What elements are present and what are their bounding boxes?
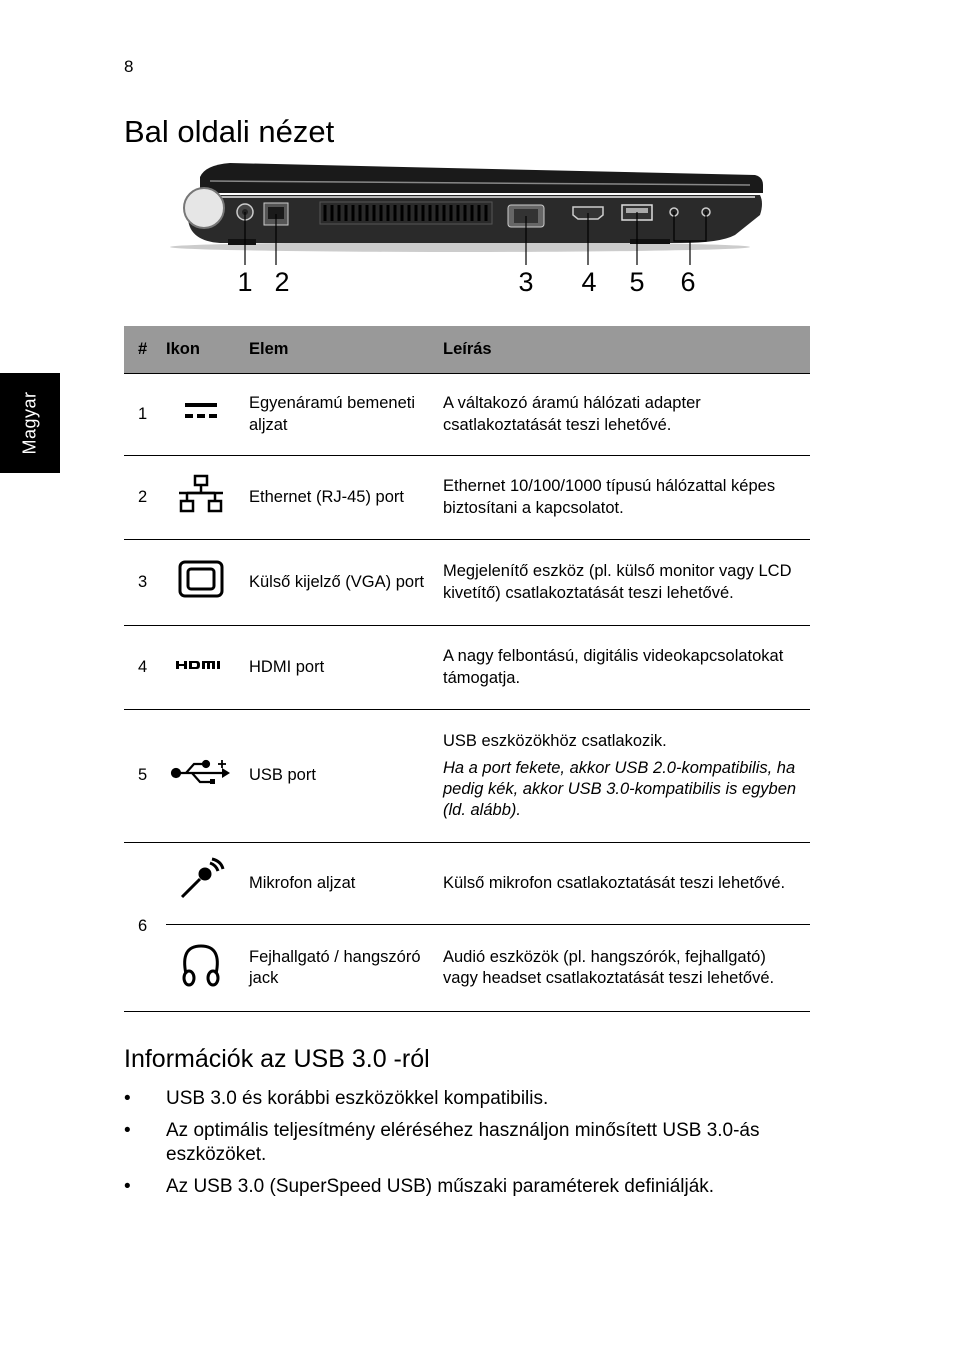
ethernet-icon (177, 474, 225, 514)
table-row (124, 456, 810, 540)
row-description: A nagy felbontású, digitális videokapcsolatokat támogatja. (429, 626, 810, 710)
row-element: Fejhallgató / hangszóró jack (235, 925, 429, 1012)
port-table (124, 326, 810, 1012)
table-row (124, 710, 810, 843)
table-row (124, 374, 810, 456)
table-header-row (124, 326, 810, 374)
row-description: Megjelenítő eszköz (pl. külső monitor vagy LCD kivetítő) csatlakoztatását teszi lehetővé. (429, 540, 810, 626)
callout-number: 3 (518, 267, 534, 297)
list-item: • Az optimális teljesítmény eléréséhez használjon minősített USB 3.0-ás eszközöket. (124, 1119, 814, 1168)
microphone-icon (176, 857, 226, 903)
row-element: Külső kijelző (VGA) port (235, 540, 429, 626)
row-element: Mikrofon aljzat (235, 843, 429, 925)
row-number: 1 (124, 374, 166, 456)
row-note: Ha a port fekete, akkor USB 2.0-kompatibilis, ha pedig kék, akkor USB 3.0-kompatibilis is egyben (ld. alább). (443, 758, 797, 820)
language-side-tab (0, 373, 60, 473)
table-row (124, 843, 810, 925)
section-heading: Információk az USB 3.0 -ról (124, 1045, 430, 1073)
row-number: 5 (124, 710, 166, 843)
row-element: USB port (235, 710, 429, 843)
vga-icon (177, 559, 225, 599)
row-number: 6 (124, 843, 166, 1012)
table-row (124, 925, 810, 1012)
row-description: Audió eszközök (pl. hangszórók, fejhallgató) vagy headset csatlakoztatását teszi lehetővé. (429, 925, 810, 1012)
callout-number: 6 (680, 267, 696, 297)
dc-power-icon (181, 399, 221, 423)
header-desc: Leírás (429, 326, 810, 374)
list-item: • USB 3.0 és korábbi eszközökkel kompatibilis. (124, 1087, 814, 1112)
laptop-left-side-figure (160, 155, 780, 315)
page-number: 8 (124, 57, 134, 76)
usb-icon (170, 758, 232, 788)
bullet-list (124, 1087, 814, 1207)
table-row (124, 540, 810, 626)
row-description: Ethernet 10/100/1000 típusú hálózattal képes biztosítani a kapcsolatot. (429, 456, 810, 540)
side-tab-label: Magyar (19, 391, 40, 455)
callout-number: 4 (581, 267, 597, 297)
callout-number: 5 (629, 267, 645, 297)
row-description: A váltakozó áramú hálózati adapter csatlakoztatását teszi lehetővé. (429, 374, 810, 456)
headphones-icon (178, 942, 224, 988)
header-num: # (124, 326, 166, 374)
row-description: Külső mikrofon csatlakoztatását teszi lehetővé. (429, 843, 810, 925)
callout-number: 1 (237, 267, 253, 297)
row-element: Ethernet (RJ-45) port (235, 456, 429, 540)
row-element: Egyenáramú bemeneti aljzat (235, 374, 429, 456)
hdmi-icon (175, 658, 227, 672)
list-item: • Az USB 3.0 (SuperSpeed USB) műszaki paraméterek definiálják. (124, 1175, 814, 1200)
row-number: 4 (124, 626, 166, 710)
row-description: USB eszközökhöz csatlakozik. (443, 731, 667, 750)
callout-number: 2 (274, 267, 290, 297)
header-icon: Ikon (166, 326, 235, 374)
row-element: HDMI port (235, 626, 429, 710)
header-elem: Elem (235, 326, 429, 374)
table-row (124, 626, 810, 710)
row-number: 3 (124, 540, 166, 626)
row-number: 2 (124, 456, 166, 540)
page-title: Bal oldali nézet (124, 114, 335, 149)
